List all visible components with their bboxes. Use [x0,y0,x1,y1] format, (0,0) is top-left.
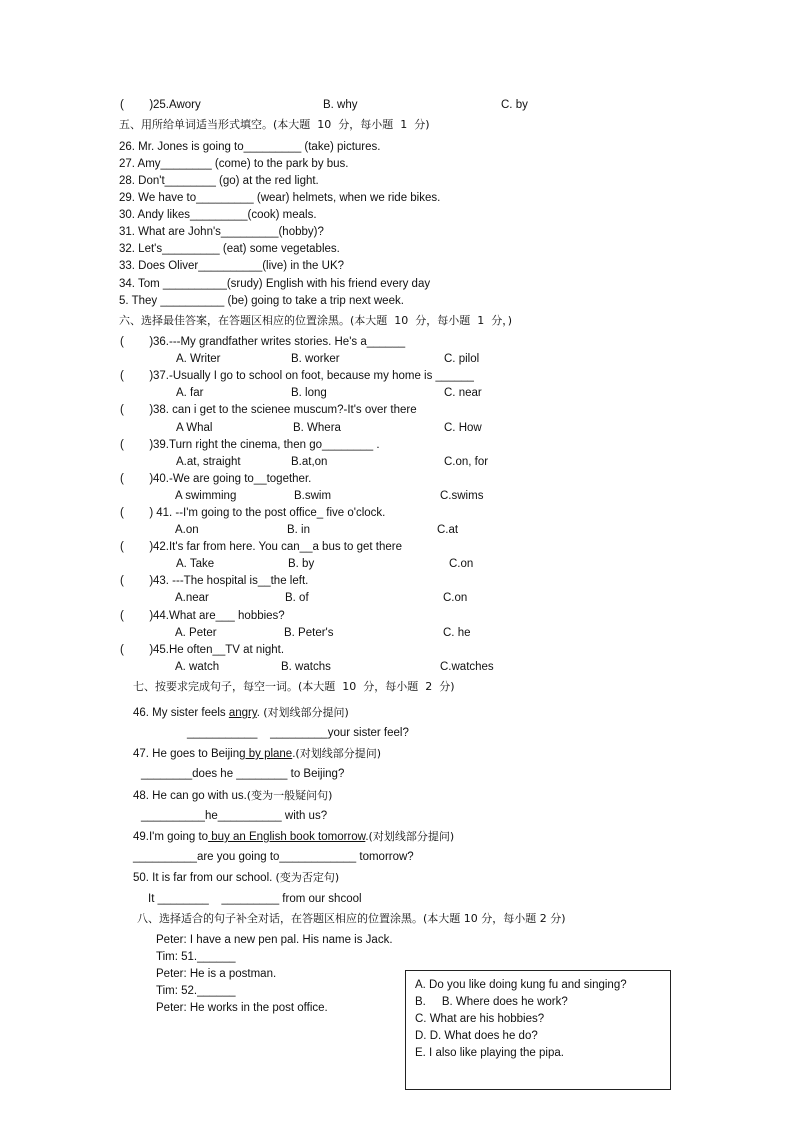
section-6-title: 六、选择最佳答案，在答题区相应的位置涂黑。(本大题 10 分，每小题 1 分，) [119,314,513,327]
q46-punct: . [256,707,264,719]
q42-option-a: A. Take [176,558,215,570]
q30: 30. Andy likes_________(cook) meals. [119,209,317,221]
q39-option-c: C.on, for [444,456,489,468]
q42-paren: ( ) [120,541,154,553]
q44-option-c: C. he [443,627,471,639]
q41-paren: ( ) [120,507,154,519]
q46-text: 46. My sister feels [133,707,229,719]
q36-option-b: B. worker [291,353,340,365]
q44-paren: ( ) [120,610,154,622]
q43-option-c: C.on [443,592,468,604]
q41-option-a: A.on [175,524,199,536]
q39-stem: 39.Turn right the cinema, then go________ . [153,439,380,451]
q43-paren: ( ) [120,575,154,587]
q37-option-b: B. long [291,387,327,399]
q40-option-c: C.swims [440,490,484,502]
q46-answer-line: ___________ _________your sister feel? [187,727,409,739]
q36-stem: 36.---My grandfather writes stories. He's a______ [153,336,406,348]
q45-paren: ( ) [120,644,154,656]
q45-stem: 45.He often__TV at night. [153,644,285,656]
dialogue-line-1: Peter: I have a new pen pal. His name is Jack. [156,934,393,946]
q48-line [133,789,332,803]
q41-option-c: C.at [437,524,459,536]
q27: 27. Amy________ (come) to the park by bus. [119,158,349,170]
q41-stem: 41. --I'm going to the post office_ five o'clock. [153,507,386,519]
q50-line [133,871,339,885]
dialogue-line-5: Peter: He works in the post office. [156,1002,328,1014]
q42-option-c: C.on [449,558,474,570]
q29: 29. We have to_________ (wear) helmets, when we ride bikes. [119,192,441,204]
q46-underlined: angry [228,707,257,719]
section-5-title: 五、用所给单词适当形式填空。(本大题 10 分，每小题 1 分) [119,118,430,131]
q49-punct: . [365,831,369,843]
q42-option-b: B. by [288,558,315,570]
section-7-title: 七、按要求完成句子，每空一词。(本大题 10 分，每小题 2 分) [133,680,455,693]
dialogue-line-3: Peter: He is a postman. [156,968,277,980]
q40-option-a: A swimming [175,490,237,502]
q48-instruction: (变为一般疑问句) [246,789,333,802]
dialogue-line-4: Tim: 52.______ [156,985,236,997]
q38-option-a: A Whal [176,422,213,434]
q50-text: 50. It is far from our school. [133,872,276,884]
q46-line [133,706,349,720]
q43-option-b: B. of [285,592,309,604]
q40-stem: 40.-We are going to__together. [153,473,312,485]
q39-option-a: A.at, straight [176,456,241,468]
option-c: C. What are his hobbies? [415,1013,545,1025]
q26: 26. Mr. Jones is going to_________ (take) pictures. [119,141,381,153]
q45-option-b: B. watchs [281,661,331,673]
q38-paren: ( ) [120,404,154,416]
q39-option-b: B.at,on [291,456,328,468]
q47-instruction: (对划线部分提问) [295,747,382,760]
section-8-title: 八、选择适合的句子补全对话，在答题区相应的位置涂黑。(本大题 10 分，每小题 2 分) [137,912,566,925]
q35: 5. They __________ (be) going to take a trip next week. [119,295,404,307]
q44-option-a: A. Peter [175,627,217,639]
q39-paren: ( ) [120,439,154,451]
q36-option-a: A. Writer [176,353,221,365]
q49-answer-line: __________are you going to____________ tomorrow? [133,851,414,863]
q38-stem: 38. can i get to the scienee muscum?-It's over there [153,404,417,416]
q48-answer-line: __________he__________ with us? [141,810,328,822]
q41-option-b: B. in [287,524,311,536]
q49-text: 49.I'm going to [133,831,209,843]
q38-option-b: B. Whera [293,422,341,434]
q37-stem: 37.-Usually I go to school on foot, because my home is ______ [153,370,474,382]
q36-option-c: C. pilol [444,353,480,365]
q47-underlined: by plane [245,748,293,760]
q47-line [133,747,381,761]
q37-paren: ( ) [120,370,154,382]
option-a: A. Do you like doing kung fu and singing? [415,979,627,991]
q49-instruction: (对划线部分提问) [368,830,455,843]
q36-paren: ( ) [120,336,154,348]
q49-line [133,830,454,844]
q25-paren: ( ) [120,99,154,111]
q50-instruction: (变为否定句) [275,871,340,884]
dialogue-line-2: Tim: 51.______ [156,951,236,963]
q43-stem: 43. ---The hospital is__the left. [153,575,309,587]
q50-answer-line: It ________ _________ from our shcool [148,893,362,905]
q33: 33. Does Oliver__________(live) in the UK? [119,260,345,272]
q37-option-c: C. near [444,387,482,399]
q42-stem: 42.It's far from here. You can__a bus to get there [153,541,402,553]
q47-text: 47. He goes to Beijing [133,748,246,760]
q31: 31. What are John's_________(hobby)? [119,226,324,238]
q48-text: 48. He can go with us. [133,790,247,802]
option-d: D. D. What does he do? [415,1030,538,1042]
q45-option-a: A. watch [175,661,220,673]
q34: 34. Tom __________(srudy) English with his friend every day [119,278,431,290]
q44-stem: 44.What are___ hobbies? [153,610,285,622]
q28: 28. Don't________ (go) at the red light. [119,175,319,187]
q49-underlined: buy an English book tomorrow [208,831,366,843]
q47-punct: . [292,748,296,760]
q45-option-c: C.watches [440,661,494,673]
q38-option-c: C. How [444,422,482,434]
q47-answer-line: ________does he ________ to Beijing? [141,768,345,780]
q32: 32. Let's_________ (eat) some vegetables. [119,243,340,255]
q25-option-c: C. by [501,99,528,111]
q37-option-a: A. far [176,387,204,399]
q43-option-a: A.near [175,592,209,604]
q46-instruction: (对划线部分提问) [263,706,349,719]
option-e: E. I also like playing the pipa. [415,1047,564,1059]
q44-option-b: B. Peter's [284,627,334,639]
option-b: B. B. Where does he work? [415,996,568,1008]
q25-option-b: B. why [323,99,358,111]
q40-option-b: B.swim [294,490,332,502]
q25-stem: 25.Awory [153,99,201,111]
q40-paren: ( ) [120,473,154,485]
